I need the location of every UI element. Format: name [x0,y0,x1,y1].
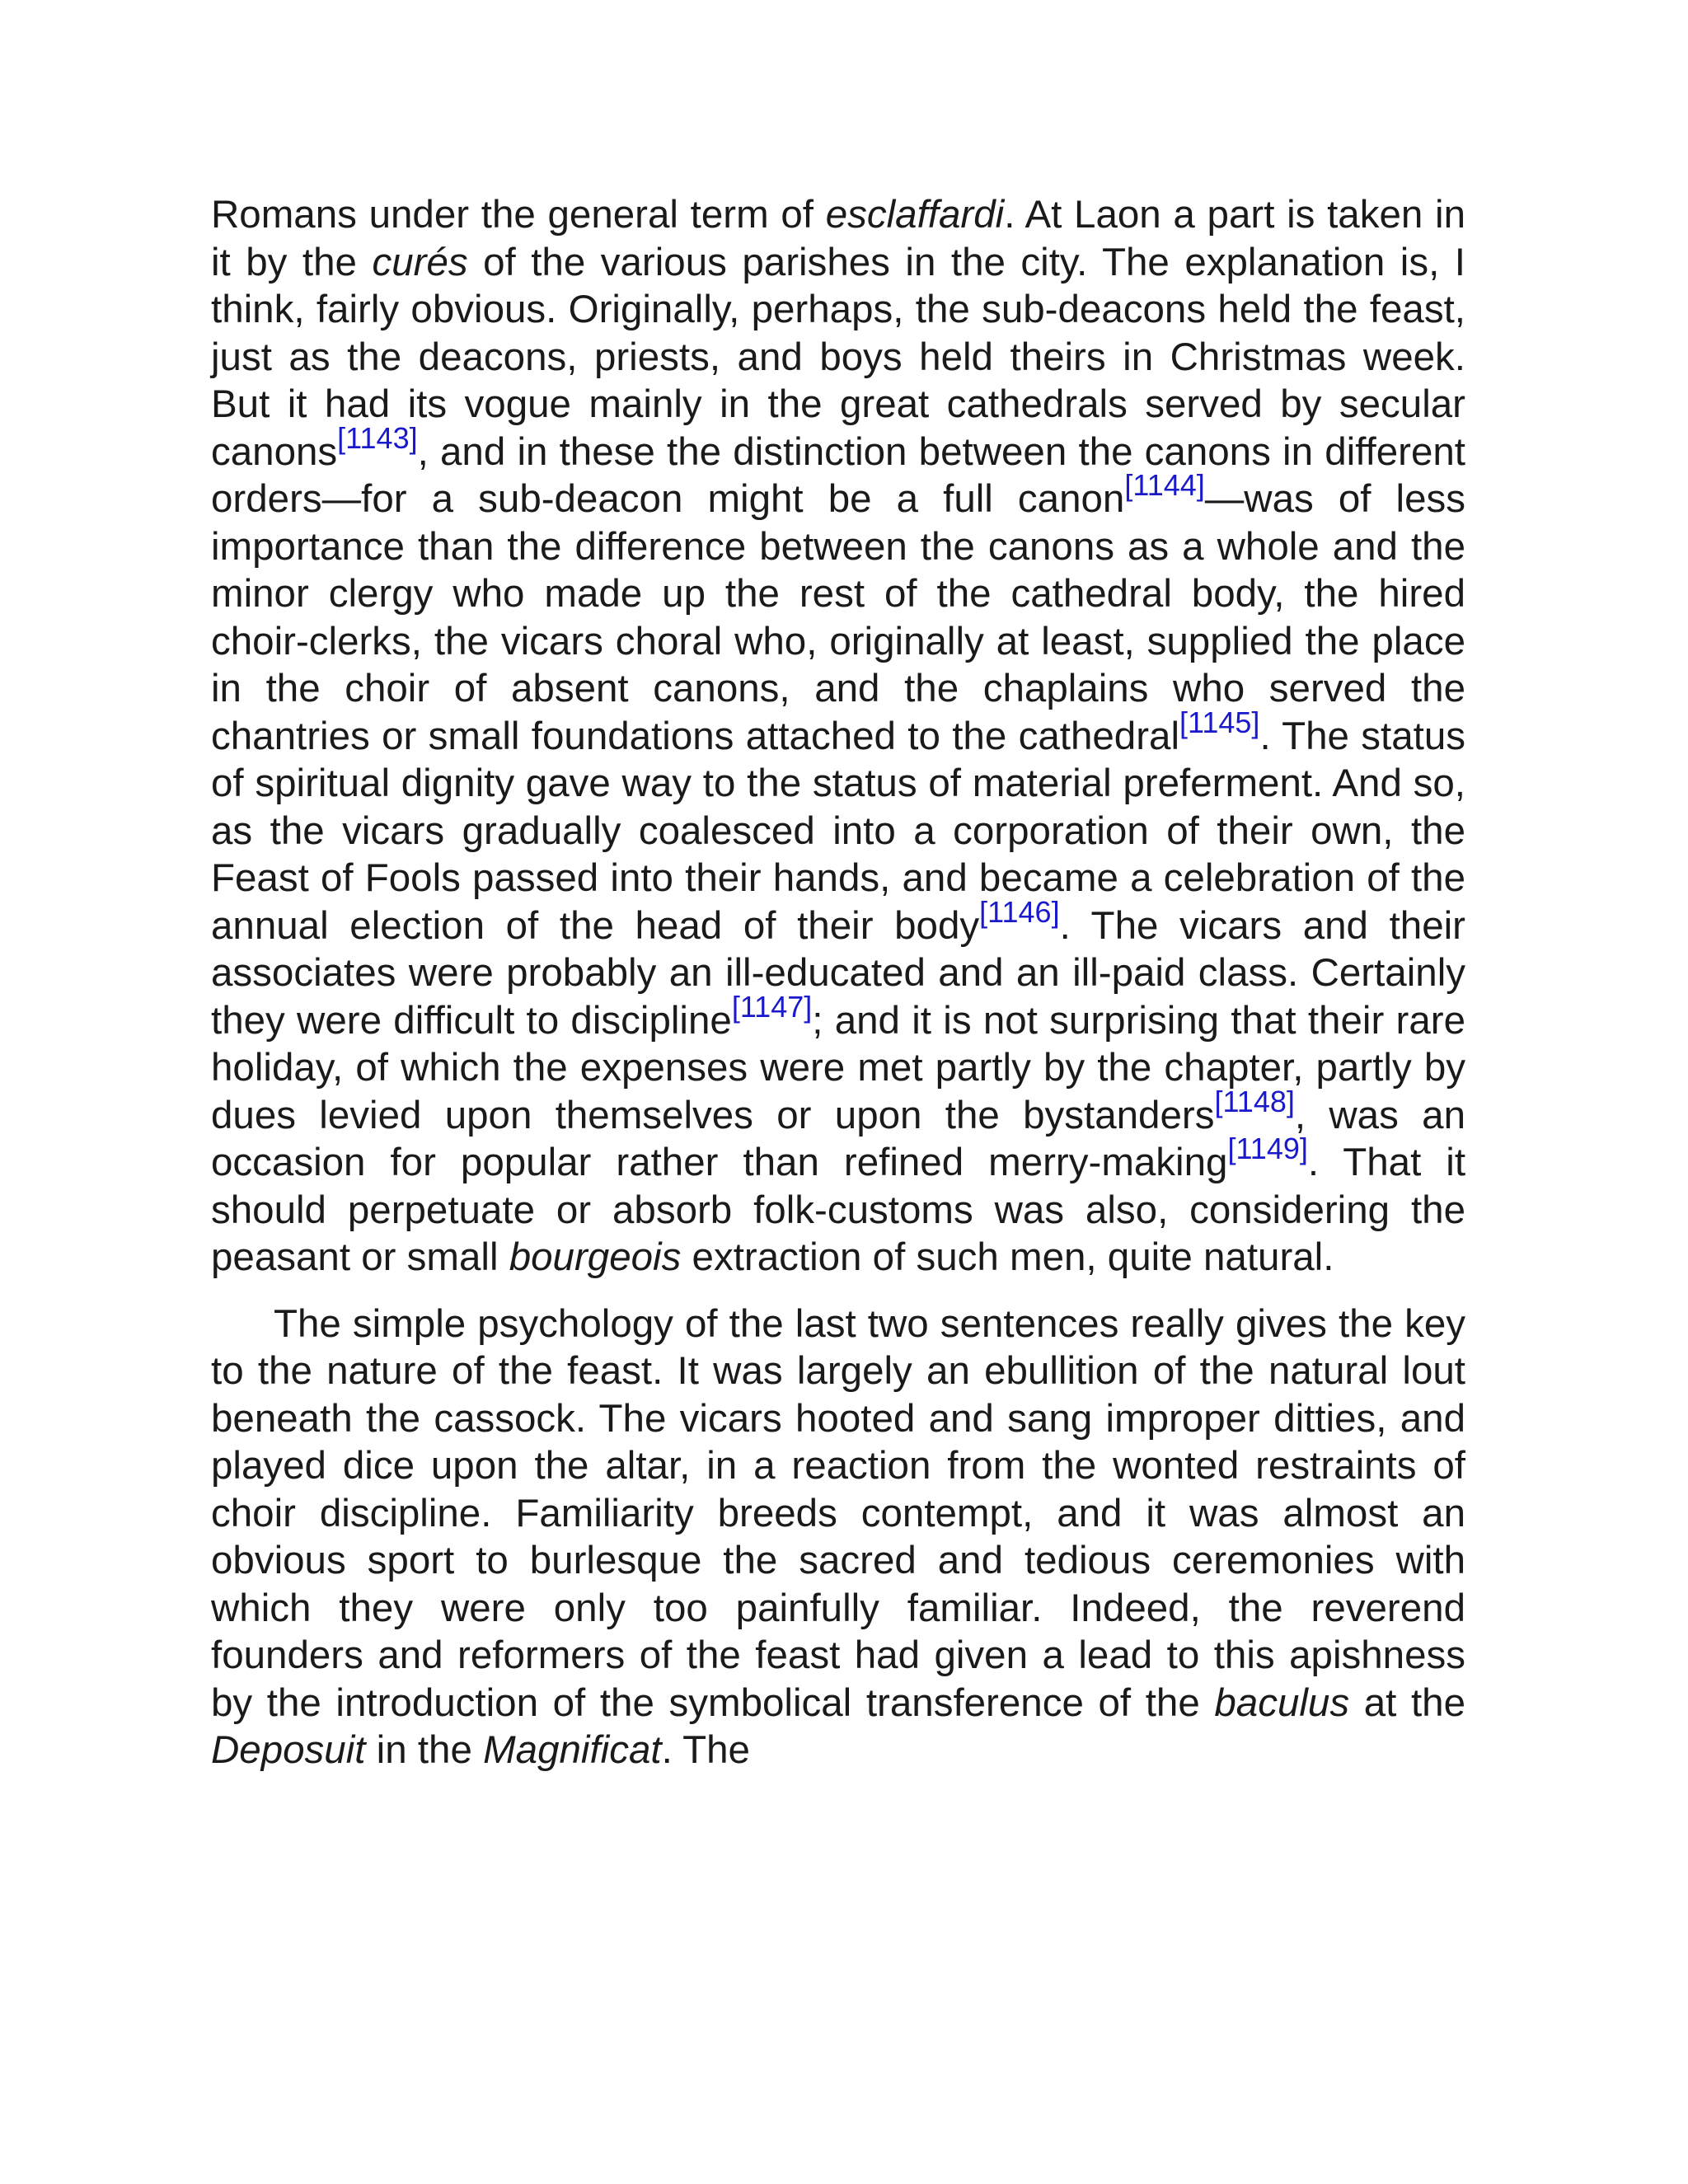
footnote-link[interactable]: [1147] [731,989,813,1024]
text-run: at the [1349,1680,1465,1725]
paragraph [211,1301,1465,1774]
footnote-link[interactable]: [1143] [337,420,418,455]
italic-term: curés [372,240,468,284]
italic-term: Deposuit [211,1728,366,1772]
italic-term: bourgeois [509,1235,682,1279]
text-run: . That it should perpetuate or absorb folk-customs was also, considering the peasant or small [211,1141,1466,1279]
text-run: —was of less importance than the difference between the canons as a whole and the minor clergy who made up the rest of the cathedral body, the hired choir-clerks, the vicars choral who, originally at least, supplied the place in the choir of absent canons, and the chaplains who served the chantries or small foundations attached to the cathedral [211,477,1466,758]
italic-term: baculus [1214,1680,1350,1725]
footnote-link[interactable]: [1149] [1227,1132,1308,1166]
text-run: Romans under the general term of [211,193,826,237]
italic-term: esclaffardi [825,193,1005,237]
text-run: The simple psychology of the last two sentences really gives the key to the nature of the feast. It was largely an ebullition of the natural lout beneath the cassock. The vicars hooted and sang improper ditties, and played dice upon the altar, in a reaction from the wonted restraints of choir discipline. Familiarity breeds contempt, and it was almost an obvious sport to burlesque the sacred and tedious ceremonies with which they were only too painfully familiar. Indeed, the reverend founders and reformers of the feast had given a lead to this apishness by the introduction of the symbolical transference of the [211,1301,1465,1725]
footnote-link[interactable]: [1144] [1124,468,1205,503]
text-run: , and in these the distinction between the canons in different orders—for a sub-deacon might be a full canon [211,429,1465,521]
text-run: , was an occasion for popular rather than refined merry-making [211,1093,1465,1184]
text-run: . At Laon a part is taken in it by the [211,193,1465,284]
footnote-link[interactable]: [1148] [1214,1084,1295,1118]
book-page [211,191,1465,1774]
text-run: . The vicars and their associates were probably an ill-educated and an ill-paid class. Certainly they were difficult to discipline [211,903,1466,1043]
text-run: ; and it is not surprising that their rare holiday, of which the expenses were met partly by the chapter, partly by dues levied upon themselves or upon the bystanders [211,998,1466,1137]
italic-term: Magnificat [483,1728,662,1772]
footnote-link[interactable]: [1146] [979,894,1060,929]
text-run: in the [365,1728,484,1772]
text-run: extraction of such men, quite natural. [681,1235,1334,1279]
paragraph [211,191,1465,1282]
text-run: . The [661,1728,750,1772]
text-run: . The status of spiritual dignity gave way to the status of material preferment. And so, as the vicars gradually coalesced into a corporation of their own, the Feast of Fools passed into their hands, and became a celebration of the annual election of the head of their body [211,714,1466,948]
text-run: of the various parishes in the city. The explanation is, I think, fairly obvious. Originally, perhaps, the sub-deacons held the feast, just as the deacons, priests, and boys held theirs in Christmas week. But it had its vogue mainly in the great cathedrals served by secular canons [211,240,1465,474]
footnote-link[interactable]: [1145] [1179,705,1260,739]
